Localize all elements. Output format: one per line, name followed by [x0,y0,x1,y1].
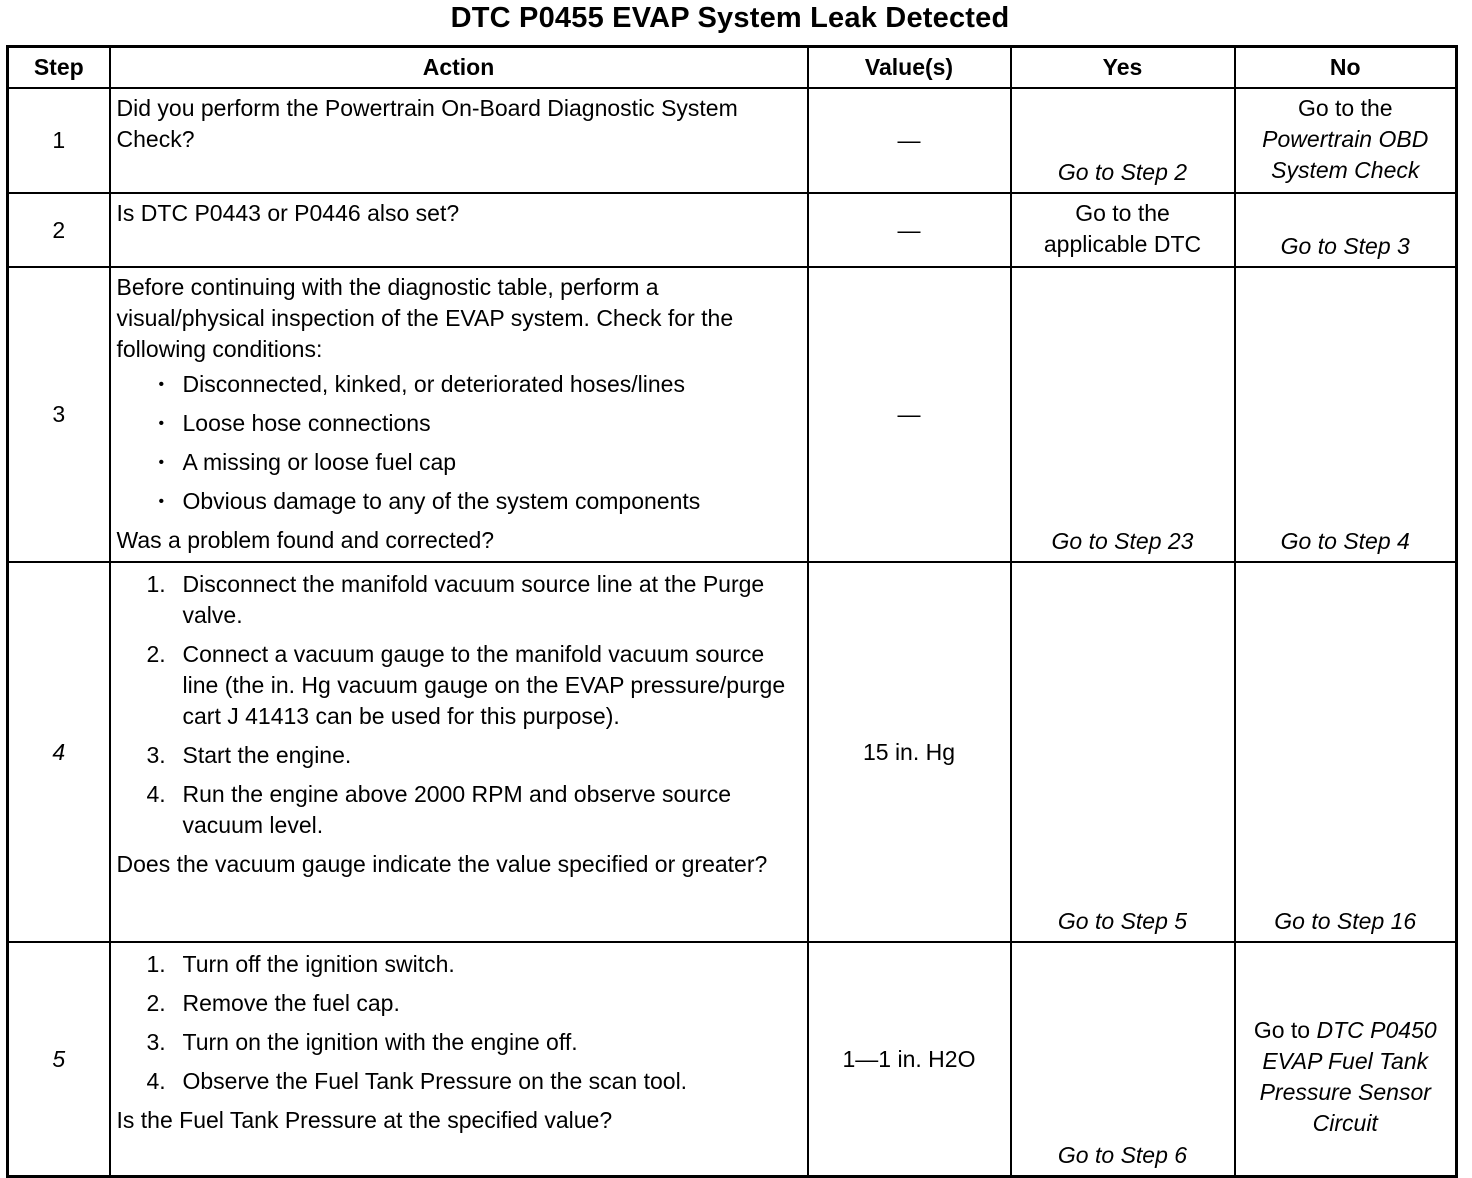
action-cell [110,267,808,562]
step-number: 2 [8,193,110,267]
list-item: 3. Start the engine. [146,742,352,768]
procedure-list [117,949,801,1097]
list-item: 1. Disconnect the manifold vacuum source line at the Purge valve. [146,571,765,628]
header-no: No [1235,47,1457,89]
no-prefix: Go to [1253,1017,1311,1043]
yes-cell [1011,193,1235,267]
list-item: 2. Connect a vacuum gauge to the manifold vacuum source line (the in. Hg vacuum gauge on the EVAP pressure/purge cart J 41413 can be used for this purpose). [146,641,786,729]
header-row [8,47,1457,89]
condition-list [117,369,801,517]
header-step: Step [8,47,110,89]
action-cell [110,88,808,193]
action-cell [110,942,808,1177]
value-cell: — [808,88,1011,193]
yes-cell [1011,562,1235,942]
step-number: 1 [8,88,110,193]
step-number: 4 [8,562,110,942]
list-item: • A missing or loose fuel cap [159,447,801,478]
action-cell [110,562,808,942]
action-question: Was a problem found and corrected? [116,527,495,553]
value-cell: — [808,267,1011,562]
table-row [8,267,1457,562]
table-row [8,942,1457,1177]
yes-link[interactable]: Go to Step 6 [1057,1142,1188,1168]
no-cell [1235,88,1457,193]
action-text: Did you perform the Powertrain On-Board Diagnostic System Check? [116,95,738,152]
procedure-list [117,569,801,841]
diagnostic-table [6,45,1458,1178]
no-cell [1235,193,1457,267]
action-cell [110,193,808,267]
action-text: Is DTC P0443 or P0446 also set? [116,200,460,226]
yes-cell [1011,88,1235,193]
list-item: 3. Turn on the ignition with the engine off. [146,1029,578,1055]
step-number: 3 [8,267,110,562]
yes-line-2[interactable]: applicable DTC [1043,231,1202,257]
no-cell [1235,267,1457,562]
list-item: 4. Run the engine above 2000 RPM and observe source vacuum level. [146,781,732,838]
page-title: DTC P0455 EVAP System Leak Detected [450,2,1010,34]
step-number: 5 [8,942,110,1177]
no-cell [1235,942,1457,1177]
header-values: Value(s) [808,47,1011,89]
action-question: Does the vacuum gauge indicate the value specified or greater? [116,851,768,877]
action-intro: Before continuing with the diagnostic table, perform a visual/physical inspection of the EVAP system. Check for the following conditions: [116,274,734,362]
yes-link[interactable]: Go to Step 2 [1057,159,1188,185]
no-link[interactable]: Go to Step 3 [1280,233,1410,259]
table-row [8,88,1457,193]
list-item: • Obvious damage to any of the system components [159,486,801,517]
value-cell: — [808,193,1011,267]
list-item: 4. Observe the Fuel Tank Pressure on the scan tool. [146,1068,688,1094]
header-action: Action [110,47,808,89]
yes-cell [1011,942,1235,1177]
no-prefix: Go to the [1297,95,1393,121]
no-link[interactable]: Powertrain OBD System Check [1262,126,1429,183]
list-item: • Disconnected, kinked, or deteriorated hoses/lines [159,369,801,400]
no-link[interactable]: DTC P0450 EVAP Fuel Tank Pressure Sensor Circuit [1259,1017,1437,1136]
yes-line-1: Go to the [1075,200,1170,226]
yes-cell [1011,267,1235,562]
value-cell: 1—1 in. H2O [808,942,1011,1177]
list-item: • Loose hose connections [159,408,801,439]
header-yes: Yes [1011,47,1235,89]
yes-link[interactable]: Go to Step 23 [1051,528,1194,554]
action-question: Is the Fuel Tank Pressure at the specified value? [116,1107,613,1133]
no-link[interactable]: Go to Step 4 [1280,528,1410,554]
no-link[interactable]: Go to Step 16 [1274,908,1417,934]
no-cell [1235,562,1457,942]
list-item: 2. Remove the fuel cap. [146,990,400,1016]
list-item: 1. Turn off the ignition switch. [146,951,455,977]
value-cell: 15 in. Hg [808,562,1011,942]
yes-link[interactable]: Go to Step 5 [1057,908,1188,934]
table-row [8,562,1457,942]
table-row [8,193,1457,267]
